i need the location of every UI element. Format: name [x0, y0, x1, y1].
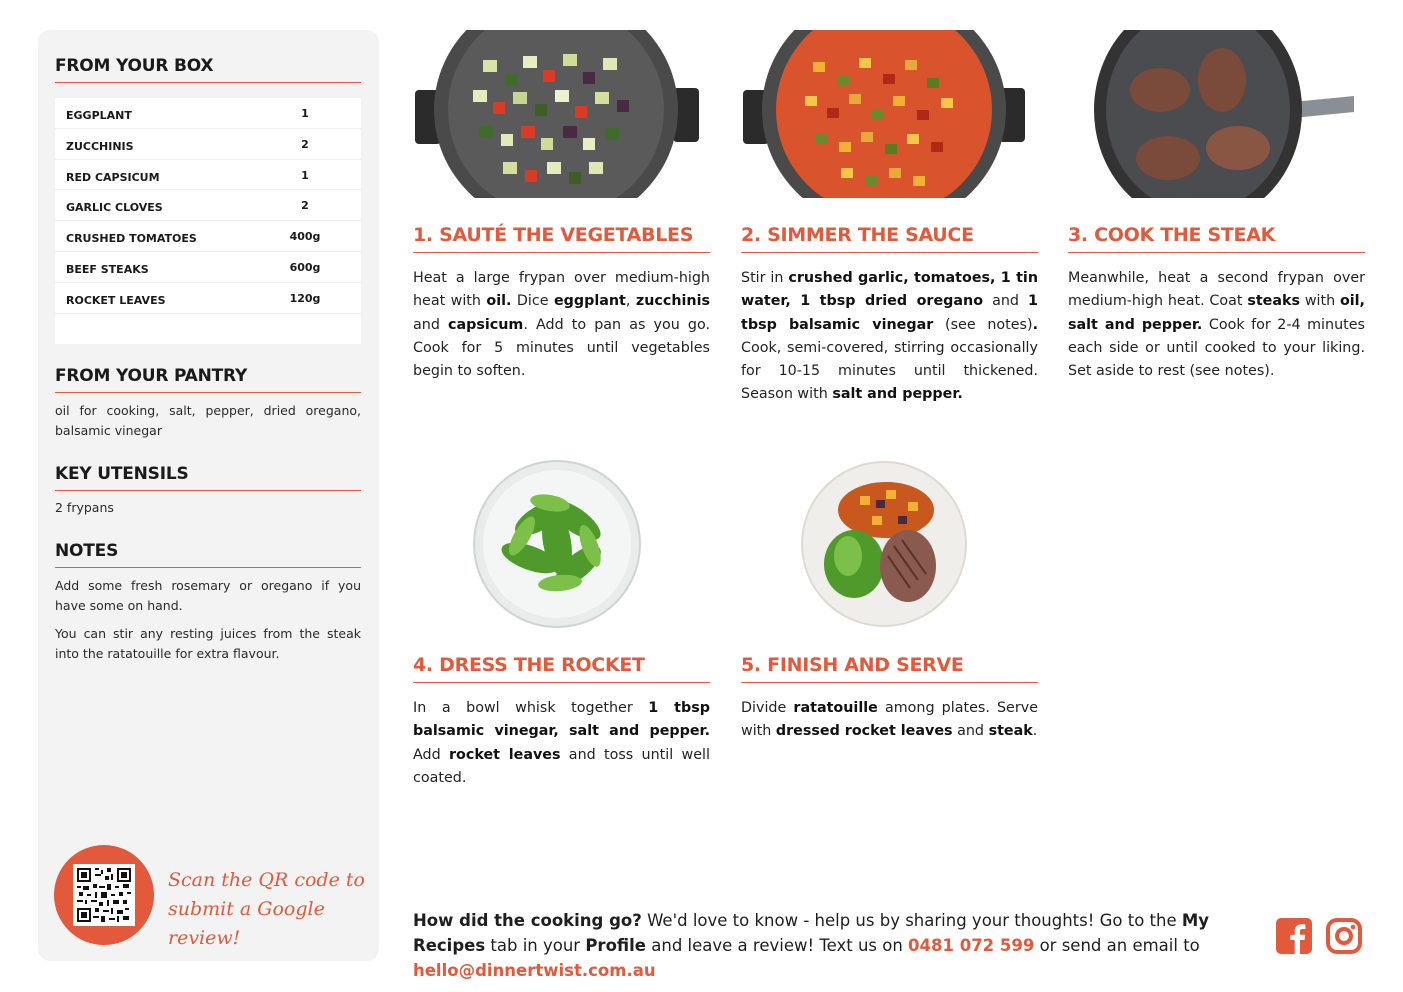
ingredient-qty: 1 [301, 107, 309, 120]
ingredient-name: GARLIC CLOVES [66, 201, 163, 215]
ingredient-name: RED CAPSICUM [66, 170, 160, 184]
ingredient-qty: 400g [289, 230, 321, 244]
ingredient-qty: 600g [289, 260, 321, 274]
ingredient-name: ZUCCHINIS [66, 139, 134, 153]
sidebar-panel [38, 30, 379, 961]
ingredient-name: BEEF STEAKS [66, 262, 149, 276]
step-3-text: Meanwhile, heat a second frypan over medium-high heat. Coat steaks with oil, salt and pepper. Cook for 2-4 minutes each side or until cooked to your liking. Set aside to rest (see notes). [1068, 270, 1365, 380]
ingredient-row [55, 221, 361, 252]
step-4-title: 4. DRESS THE ROCKET [413, 654, 710, 683]
note-item: Add some fresh rosemary or oregano if you have some on hand. [55, 578, 361, 613]
pantry-text: oil for cooking, salt, pepper, dried oregano, balsamic vinegar [55, 403, 361, 438]
ingredient-qty: 120g [289, 291, 321, 305]
ingredient-row [55, 283, 361, 314]
qr-badge[interactable] [54, 845, 154, 945]
ingredient-name: ROCKET LEAVES [66, 293, 166, 307]
step-5-title: 5. FINISH AND SERVE [741, 654, 1038, 683]
step-5-text: Divide ratatouille among plates. Serve with dressed rocket leaves and steak. [741, 700, 1038, 740]
feedback-footer: How did the cooking go? We'd love to know - help us by sharing your thoughts! Go to the My Recipes tab in your Profile and leave a review! Text us on 0481 072 599 or send an email to hello@dinnertwist.com.au [413, 911, 1210, 980]
qr-caption [168, 866, 379, 953]
facebook-icon[interactable] [1276, 918, 1312, 954]
step-3-title: 3. COOK THE STEAK [1068, 224, 1365, 253]
step-1-title: 1. SAUTÉ THE VEGETABLES [413, 224, 710, 253]
ingredient-qty: 1 [301, 168, 309, 182]
notes-text [55, 576, 361, 664]
ingredient-row [55, 252, 361, 283]
ingredient-row [55, 160, 361, 191]
email-link[interactable]: hello@dinnertwist.com.au [413, 961, 656, 980]
pan-steak-photo [1068, 30, 1358, 198]
qr-caption-line: Scan the QR code to [168, 869, 365, 891]
step-4-text: In a bowl whisk together 1 tbsp balsamic vinegar, salt and pepper. Add rocket leaves and toss until well coated. [413, 700, 710, 786]
step-1-text: Heat a large frypan over medium-high heat with oil. Dice eggplant, zucchinis and capsicum. Add to pan as you go. Cook for 5 minutes until vegetables begin to soften. [413, 270, 710, 380]
pan-vegetables-photo [413, 30, 699, 198]
instagram-icon[interactable] [1326, 918, 1362, 954]
utensils-text: 2 frypans [55, 500, 114, 515]
ingredients-table [55, 98, 361, 344]
ingredient-qty: 2 [301, 199, 309, 213]
utensils-title: KEY UTENSILS [55, 464, 361, 491]
phone-link[interactable]: 0481 072 599 [908, 936, 1035, 955]
note-item: You can stir any resting juices from the steak into the ratatouille for extra flavour. [55, 626, 361, 661]
rocket-bowl-photo [470, 458, 644, 630]
step-2-title: 2. SIMMER THE SAUCE [741, 224, 1038, 253]
ingredient-row [55, 129, 361, 160]
profile-link[interactable]: Profile [585, 936, 646, 955]
qr-caption-line: submit a Google review! [168, 898, 325, 949]
from-your-box-title: FROM YOUR BOX [55, 56, 361, 83]
ingredient-row [55, 190, 361, 221]
footer-lead: How did the cooking go? [413, 911, 642, 930]
plated-dish-photo [800, 460, 968, 628]
ingredient-qty: 2 [301, 137, 309, 151]
step-2-text: Stir in crushed garlic, tomatoes, 1 tin water, 1 tbsp dried oregano and 1 tbsp balsamic vinegar (see notes). Cook, semi-covered, stirring occasionally for 10-15 minutes until thickened. Season with salt and pepper. [741, 270, 1038, 403]
qr-code-icon[interactable] [73, 864, 135, 926]
my-recipes-link[interactable]: My Recipes [413, 911, 1210, 955]
ingredient-name: EGGPLANT [66, 109, 132, 122]
ingredient-name: CRUSHED TOMATOES [66, 232, 197, 246]
notes-title: NOTES [55, 541, 361, 568]
pantry-title: FROM YOUR PANTRY [55, 366, 361, 393]
ingredient-row [55, 98, 361, 129]
pan-sauce-photo [741, 30, 1027, 198]
